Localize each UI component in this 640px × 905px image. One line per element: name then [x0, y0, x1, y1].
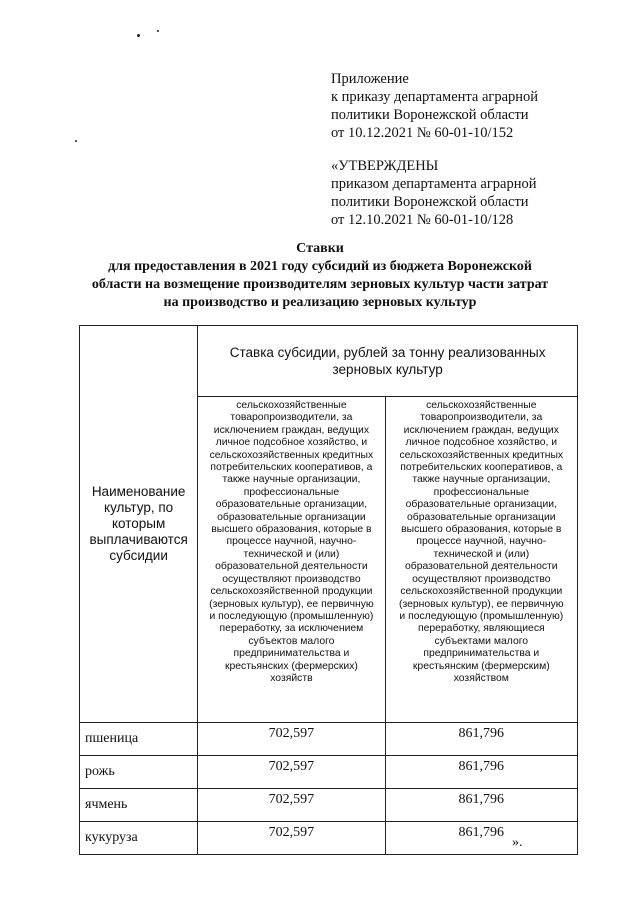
approval-note: «УТВЕРЖДЕНЫ приказом департамента аграрной политики Воронежской области от 12.10.2021 № 60-01-10/128	[331, 158, 537, 228]
appendix-note: Приложение к приказу департамента аграрной политики Воронежской области от 10.12.2021 № 60-01-10/152	[331, 71, 539, 141]
table-row	[80, 756, 578, 789]
crop-name: ячмень	[80, 789, 198, 822]
table-row	[80, 789, 578, 822]
rate-small-business: 861,796	[385, 756, 577, 789]
rate-group-header: Ставка субсидии, рублей за тонну реализованных зерновых культур	[198, 326, 578, 397]
table-row	[80, 723, 578, 756]
closing-quote: ».	[512, 835, 523, 850]
scan-speck	[137, 34, 140, 37]
recipient-category-general: сельскохозяйственные товаропроизводители, за исключением граждан, ведущих личное подсобное хозяйство, и сельскохозяйственных кредитных потребительских кооперативов, а также научные организации, профессиональные образовательные организации, образовательные организации высшего образования, которые в процессе научной, научно- технической и (или) образовательной деятельности осуществляют производство сельскохозяйственной продукции (зерновых культур), ее первичную и последующую (промышленную) переработку, за исключением субъектов малого предпринимательства и крестьянских (фермерских) хозяйств	[198, 397, 385, 723]
rate-general: 702,597	[198, 723, 385, 756]
table-header-row	[80, 326, 578, 397]
crop-name: рожь	[80, 756, 198, 789]
scan-speck	[75, 140, 77, 142]
crop-name: кукуруза	[80, 822, 198, 855]
table-row	[80, 822, 578, 855]
title-heading: Ставки	[296, 241, 344, 256]
title-subheading: для предоставления в 2021 году субсидий из бюджета Воронежской области на возмещение производителям зерновых культур части затрат на производство и реализацию зерновых культур	[91, 259, 549, 310]
rate-general: 702,597	[198, 789, 385, 822]
rate-general: 702,597	[198, 756, 385, 789]
document-title	[60, 240, 580, 312]
crop-name-header: Наименование культур, по которым выплачиваются субсидии	[80, 326, 198, 723]
crop-name: пшеница	[80, 723, 198, 756]
rates-table	[79, 325, 578, 855]
rate-small-business: 861,796	[385, 723, 577, 756]
rate-small-business: 861,796	[385, 789, 577, 822]
scan-speck	[157, 30, 159, 32]
rate-small-business: 861,796	[385, 822, 577, 855]
rate-general: 702,597	[198, 822, 385, 855]
recipient-category-small-business: сельскохозяйственные товаропроизводители, за исключением граждан, ведущих личное подсобное хозяйство, и сельскохозяйственных кредитных потребительских кооперативов, а также научные организации, профессиональные образовательные организации, образовательные организации высшего образования, которые в процессе научной, научно- технической и (или) образовательной деятельности осуществляют производство сельскохозяйственной продукции (зерновых культур), ее первичную и последующую (промышленную) переработку, являющиеся субъектами малого предпринимательства и крестьянским (фермерским) хозяйством	[385, 397, 577, 723]
